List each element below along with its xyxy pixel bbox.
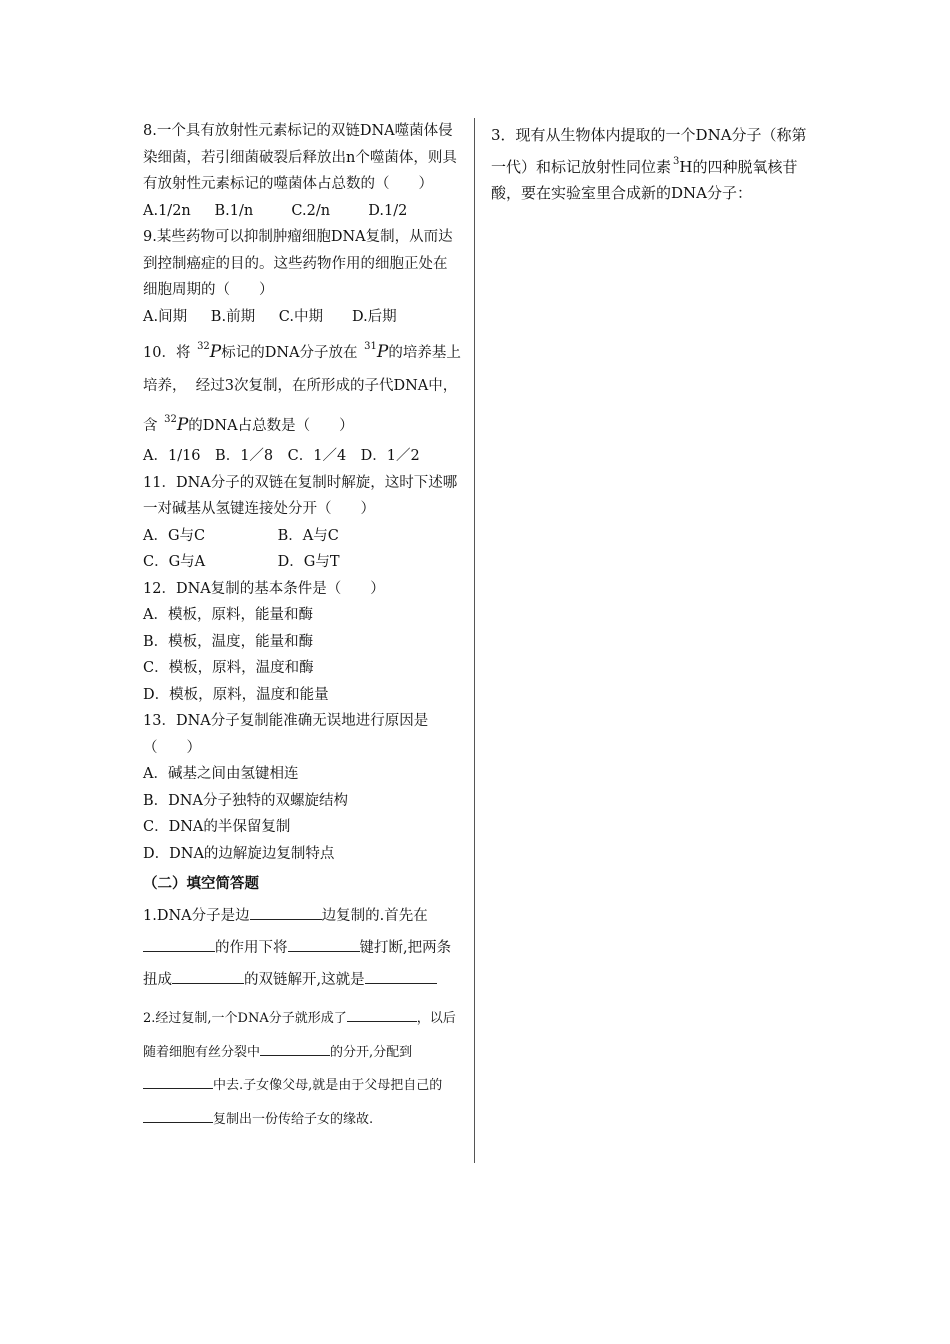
- question-12-option-d: D．模板，原料，温度和能量: [143, 686, 329, 703]
- q10-text-b: 标记的DNA分子放在: [221, 345, 363, 361]
- phosphorus-symbol-3: P: [176, 415, 189, 435]
- question-11-options-row-1: A．G与C B．A与C: [143, 527, 339, 544]
- section-title: （二）填空简答题: [143, 876, 259, 892]
- fill1-blank-2[interactable]: [143, 936, 215, 952]
- column-divider: [474, 118, 475, 1163]
- fill1-text-e: 的双链解开,这就是: [244, 972, 365, 988]
- fill1-text-b: 边复制的.首先在: [321, 908, 428, 924]
- phosphorus-symbol-2: P: [376, 342, 389, 362]
- question-12-option-c: C．模板，原料，温度和酶: [143, 660, 314, 676]
- question-13-option-c: C．DNA的半保留复制: [143, 819, 291, 835]
- fill2-text-b: ，以后随着细胞有丝分裂中: [143, 1011, 456, 1060]
- fill1-text-d: 键打断,把两条扭成: [143, 940, 452, 988]
- question-10-stem: [143, 330, 461, 443]
- left-column: [143, 118, 461, 1136]
- fill2-blank-4[interactable]: [143, 1107, 213, 1123]
- q3-text-a: 3．现有从生物体内提取的一个DNA分子（称第一代）和标记放射性同位素: [491, 126, 807, 176]
- question-12-stem: 12．DNA复制的基本条件是（ ）: [143, 580, 385, 597]
- fill2-text-e: 复制出一份传给子女的缘故.: [213, 1111, 374, 1127]
- q10-text-c: 的培养基上培养， 经过3次复制，在所形成的子代DNA中，含: [143, 345, 461, 434]
- question-9-stem: 9.某些药物可以抑制肿瘤细胞DNA复制，从而达到控制癌症的目的。这些药物作用的细胞正处在细胞周期的（ ）: [143, 229, 453, 298]
- fill2-text-c: 的分开,分配到: [330, 1044, 413, 1060]
- fill2-text-d: 中去.子女像父母,就是由于父母把自己的: [213, 1078, 443, 1093]
- question-13-option-d: D．DNA的边解旋边复制特点: [143, 845, 335, 862]
- fill1-blank-4[interactable]: [172, 968, 244, 984]
- fill1-blank-1[interactable]: [250, 904, 322, 920]
- fill1-blank-5[interactable]: [365, 968, 437, 984]
- question-8-stem: 8.一个具有放射性元素标记的双链DNA噬菌体侵染细菌，若引细菌破裂后释放出n个噬菌体，则具有放射性元素标记的噬菌体占总数的（ ）: [143, 123, 457, 192]
- fill2-text-a: 2.经过复制,一个DNA分子就形成了: [143, 1011, 347, 1026]
- q10-isotope-3: 32: [164, 414, 177, 425]
- question-9-options: A.间期 B.前期 C.中期 D.后期: [143, 308, 397, 325]
- fill1-blank-3[interactable]: [288, 936, 360, 952]
- fill1-text-a: 1.DNA分子是边: [143, 908, 250, 924]
- fill1-text-c: 的作用下将: [215, 940, 288, 956]
- q3-text-b: H的四种脱氧核苷酸，要在实验室里合成新的DNA分子：: [491, 157, 798, 202]
- fill2-blank-1[interactable]: [347, 1006, 417, 1022]
- q10-isotope-2: 31: [364, 341, 377, 352]
- question-3-stem: [491, 122, 811, 207]
- question-10-options: A．1/16 B．1／8 C．1／4 D．1／2: [143, 448, 420, 464]
- fill-question-2: [143, 1002, 461, 1136]
- question-13-stem: 13．DNA分子复制能准确无误地进行原因是（ ）: [143, 713, 429, 756]
- question-12-option-b: B．模板，温度，能量和酶: [143, 633, 314, 650]
- q10-text-a: 10．将: [143, 345, 196, 361]
- q10-isotope-1: 32: [197, 341, 210, 352]
- question-13-option-b: B．DNA分子独特的双螺旋结构: [143, 792, 348, 809]
- right-column: [491, 122, 811, 207]
- fill-question-1: [143, 900, 461, 996]
- question-11-options-row-2: C．G与A D．G与T: [143, 554, 340, 570]
- fill2-blank-3[interactable]: [143, 1073, 213, 1089]
- fill2-blank-2[interactable]: [260, 1040, 330, 1056]
- q3-isotope: 3: [673, 155, 680, 167]
- question-11-stem: 11．DNA分子的双链在复制时解旋，这时下述哪一对碱基从氢键连接处分开（ ）: [143, 474, 458, 517]
- question-13-option-a: A．碱基之间由氢键相连: [143, 766, 299, 782]
- question-12-option-a: A．模板，原料，能量和酶: [143, 607, 313, 623]
- phosphorus-symbol-1: P: [209, 342, 222, 362]
- question-8-options: A.1/2n B.1/n C.2/n D.1/2: [143, 202, 408, 219]
- q10-text-d: 的DNA占总数是（ ）: [188, 418, 354, 434]
